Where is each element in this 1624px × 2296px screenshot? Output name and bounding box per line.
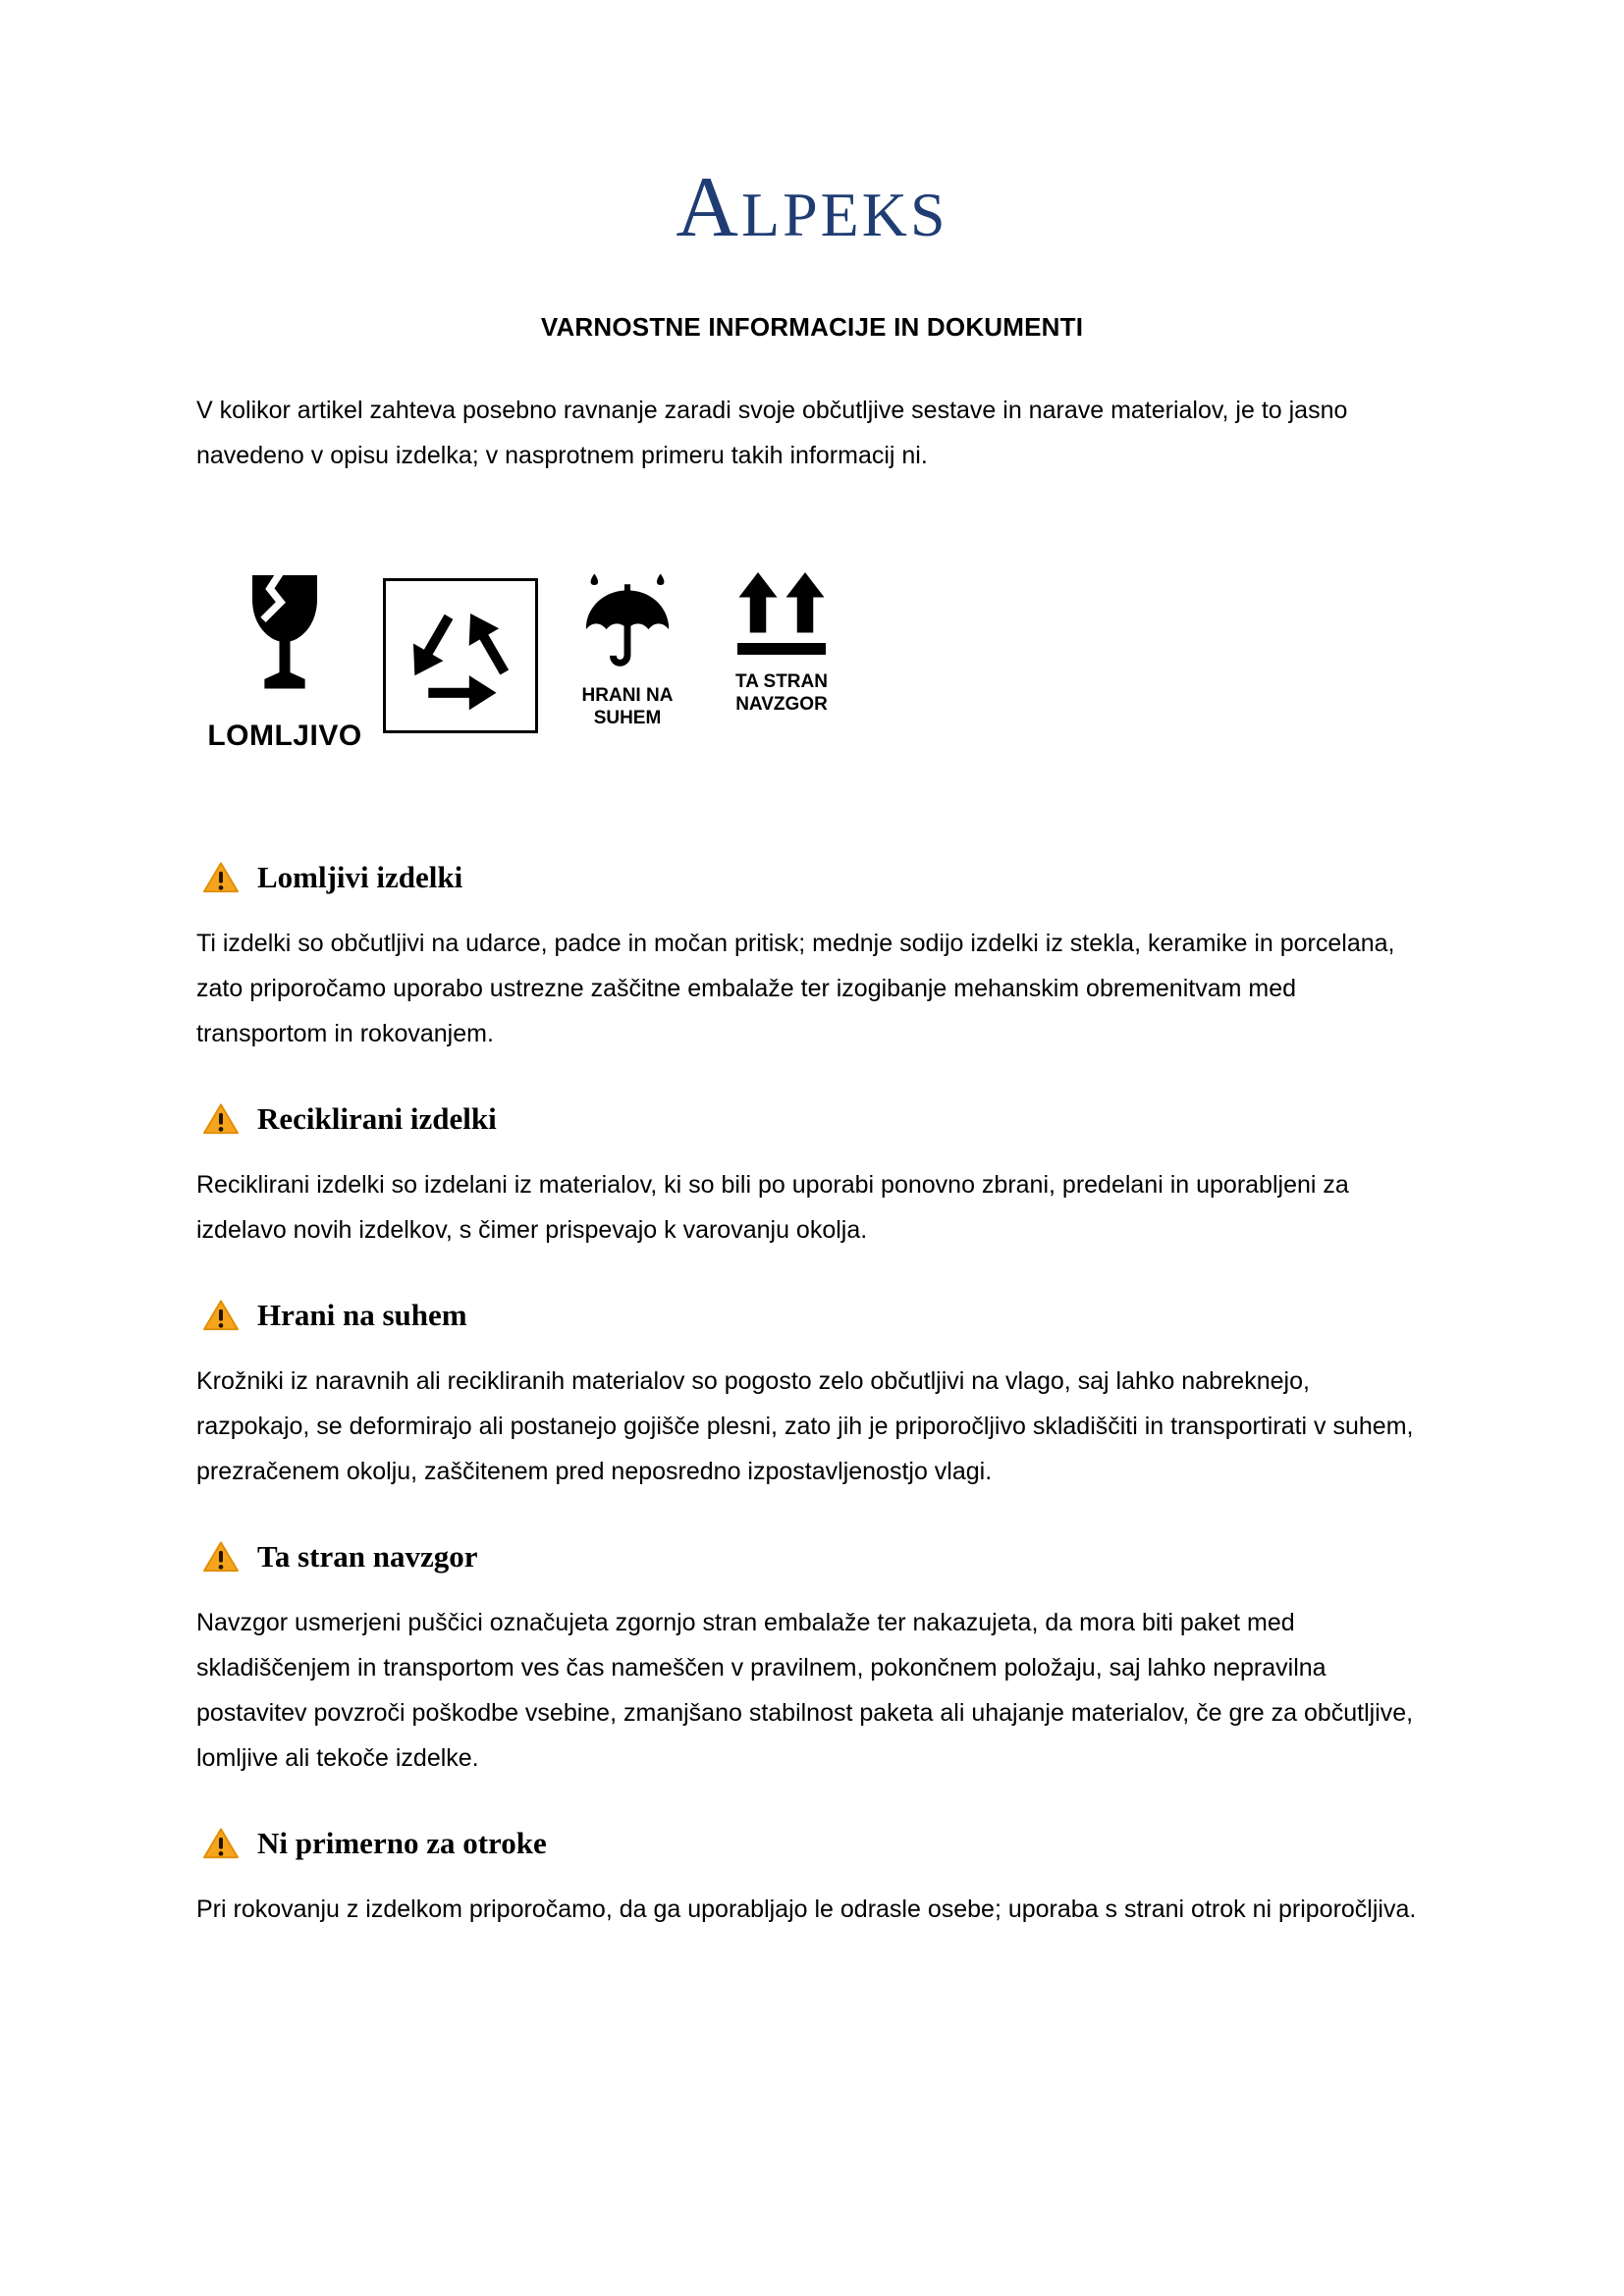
section-fragile-products bbox=[196, 860, 1428, 1056]
section-this-side-up bbox=[196, 1539, 1428, 1781]
logo-initial: A bbox=[676, 160, 741, 255]
intro-paragraph: V kolikor artikel zahteva posebno ravnanje zaradi svoje občutljive sestave in narave materialov, je to jasno navedeno v opisu izdelka; v nasprotnem primeru takih informacij ni. bbox=[196, 397, 1348, 469]
keep-dry-label: HRANI NA SUHEM bbox=[581, 685, 674, 728]
section-heading: Hrani na suhem bbox=[257, 1298, 467, 1332]
page-title: VARNOSTNE INFORMACIJE IN DOKUMENTI bbox=[540, 312, 1084, 342]
section-not-for-children bbox=[196, 1826, 1428, 1932]
section-heading: Lomljivi izdelki bbox=[257, 860, 463, 894]
fragile-label: LOMLJIVO bbox=[207, 720, 362, 752]
recycle-box bbox=[383, 578, 538, 733]
section-heading-row bbox=[196, 1826, 1428, 1861]
section-body: Pri rokovanju z izdelkom priporočamo, da ga uporabljajo le odrasle osebe; uporaba s strani otrok ni priporočljiva. bbox=[196, 1896, 1417, 1923]
recycle-icon bbox=[399, 589, 522, 722]
section-body: Ti izdelki so občutljivi na udarce, padce in močan pritisk; mednje sodijo izdelki iz stekla, keramike in porcelana, zato priporočamo uporabo ustrezne zaščitne embalaže ter izogibanje mehanskim obremenitvam med transportom in rokovanjem. bbox=[196, 930, 1395, 1047]
warning-icon bbox=[202, 1299, 240, 1332]
recycle-symbol bbox=[383, 578, 538, 733]
umbrella-icon bbox=[579, 572, 676, 671]
keep-dry-symbol bbox=[554, 572, 701, 730]
section-heading: Ni primerno za otroke bbox=[257, 1826, 547, 1860]
warning-icon bbox=[202, 1827, 240, 1860]
section-body: Navzgor usmerjeni puščici označujeta zgornjo stran embalaže ter nakazujeta, da mora biti paket med skladiščenjem in transportom ves čas nameščen v pravilnem, pokončnem položaju, saj lahko nepravilna postavitev povzroči poškodbe vsebine, zmanjšano stabilnost paketa ali uhajanje materialov, če gre za občutljive, lomljive ali tekoče izdelke. bbox=[196, 1609, 1414, 1772]
warning-icon bbox=[202, 1540, 240, 1574]
warning-icon bbox=[202, 1102, 240, 1136]
this-side-up-label: TA STRAN NAVZGOR bbox=[735, 671, 828, 715]
section-heading: Ta stran navzgor bbox=[257, 1539, 478, 1574]
section-heading: Reciklirani izdelki bbox=[257, 1101, 497, 1136]
fragile-glass-icon bbox=[242, 572, 328, 697]
section-body: Reciklirani izdelki so izdelani iz materialov, ki so bili po uporabi ponovno zbrani, predelani in uporabljeni za izdelavo novih izdelkov, s čimer prispevajo k varovanju okolja. bbox=[196, 1171, 1349, 1244]
logo-rest: LPEKS bbox=[740, 180, 948, 249]
section-heading-row bbox=[196, 1101, 1428, 1137]
section-keep-dry bbox=[196, 1298, 1428, 1494]
company-logo bbox=[196, 160, 1428, 255]
this-side-up-symbol bbox=[713, 572, 850, 717]
warning-icon bbox=[202, 861, 240, 894]
arrows-up-icon bbox=[734, 572, 829, 658]
section-recycled-products bbox=[196, 1101, 1428, 1253]
section-heading-row bbox=[196, 1298, 1428, 1333]
fragile-symbol bbox=[196, 572, 373, 754]
section-body: Krožniki iz naravnih ali recikliranih materialov so pogosto zelo občutljivi na vlago, saj lahko nabreknejo, razpokajo, se deformirajo ali postanejo gojišče plesni, zato jih je priporočljivo skladiščiti in transportirati v suhem, prezračenem okolju, zaščitenem pred neposredno izpostavljenostjo vlagi. bbox=[196, 1367, 1414, 1485]
section-heading-row bbox=[196, 1539, 1428, 1575]
section-heading-row bbox=[196, 860, 1428, 895]
packaging-symbols-row bbox=[196, 572, 1428, 754]
